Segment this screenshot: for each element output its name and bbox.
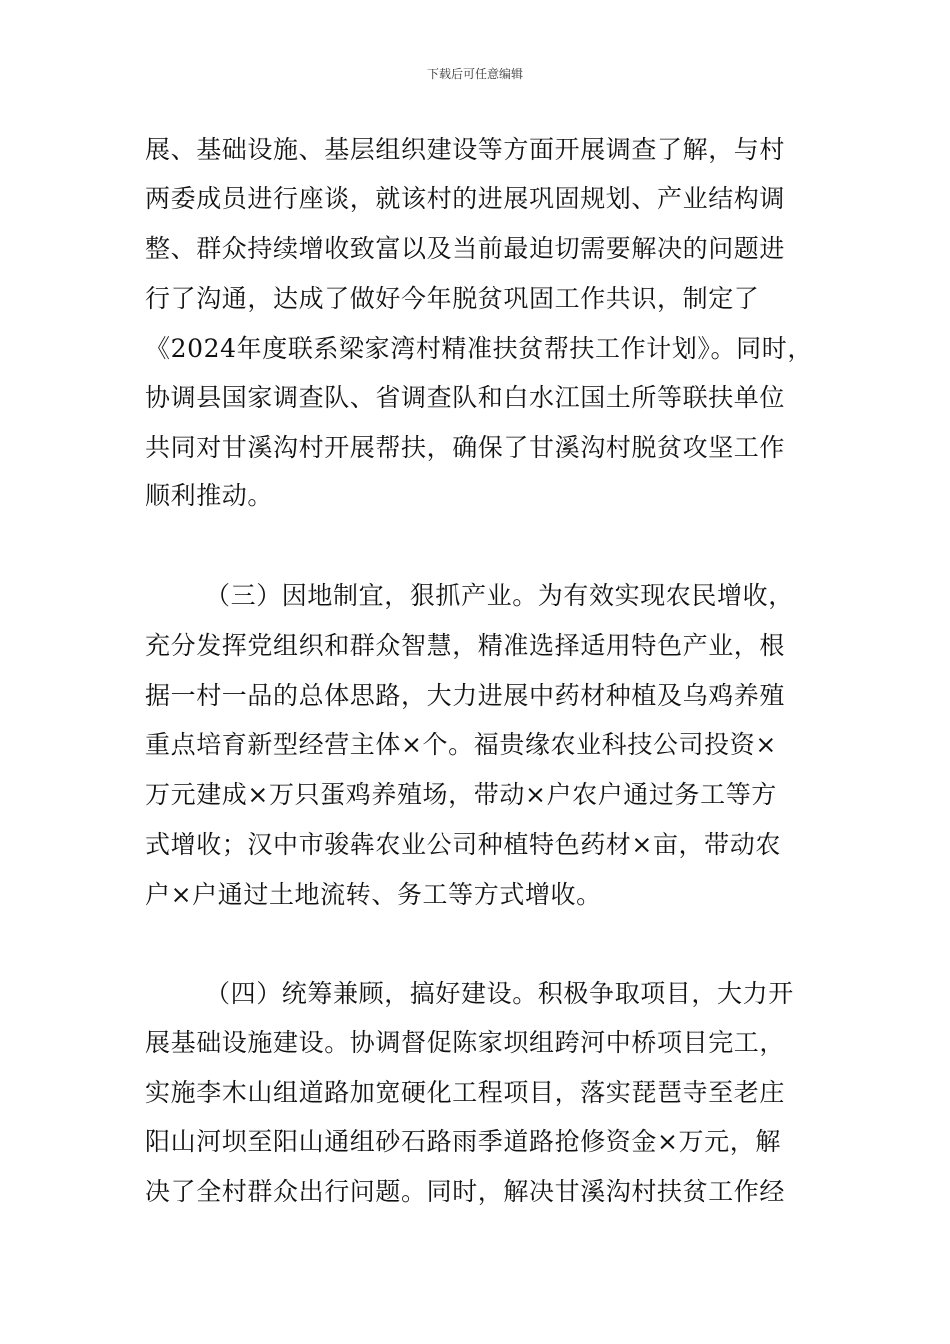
paragraph-1-line-3: 整、群众持续增收致富以及当前最迫切需要解决的问题进: [145, 234, 786, 263]
paragraph-1-line-5: 《2024年度联系梁家湾村精准扶贫帮扶工作计划》。同时，: [145, 334, 813, 363]
paragraph-3-line-4: 阳山河坝至阳山通组砂石路雨季道路抢修资金×万元，解: [145, 1127, 781, 1156]
paragraph-3-line-2: 展基础设施建设。协调督促陈家坝组跨河中桥项目完工，: [145, 1028, 786, 1057]
paragraph-2-line-4: 重点培育新型经营主体×个。福贵缘农业科技公司投资×: [145, 730, 777, 759]
paragraph-3-line-3: 实施李木山组道路加宽硬化工程项目，落实琵琶寺至老庄: [145, 1078, 786, 1107]
paragraph-1-line-4: 行了沟通，达成了做好今年脱贫巩固工作共识，制定了: [145, 284, 760, 313]
paragraph-1-line-8: 顺利推动。: [145, 481, 274, 510]
paragraph-2-line-6: 式增收；汉中市骏犇农业公司种植特色药材×亩，带动农: [145, 830, 781, 859]
paragraph-2-line-5: 万元建成×万只蛋鸡养殖场，带动×户农户通过务工等方: [145, 780, 777, 809]
paragraph-3-line-1: （四）统筹兼顾，搞好建设。积极争取项目，大力开: [205, 979, 794, 1008]
paragraph-1-line-1: 展、基础设施、基层组织建设等方面开展调查了解，与村: [145, 135, 786, 164]
paragraph-2-line-1: （三）因地制宜，狠抓产业。为有效实现农民增收，: [205, 581, 794, 610]
paragraph-3-line-5: 决了全村群众出行问题。同时，解决甘溪沟村扶贫工作经: [145, 1177, 786, 1206]
paragraph-1-line-6: 协调县国家调查队、省调查队和白水江国土所等联扶单位: [145, 383, 786, 412]
paragraph-1-line-7: 共同对甘溪沟村开展帮扶，确保了甘溪沟村脱贫攻坚工作: [145, 433, 786, 462]
page-header: 下载后可任意编辑: [426, 67, 523, 81]
paragraph-2-line-3: 据一村一品的总体思路，大力进展中药材种植及乌鸡养殖: [145, 681, 786, 710]
paragraph-2-line-2: 充分发挥党组织和群众智慧，精准选择适用特色产业，根: [145, 631, 786, 660]
paragraph-1-line-2: 两委成员进行座谈，就该村的进展巩固规划、产业结构调: [145, 184, 786, 213]
paragraph-2-line-7: 户×户通过土地流转、务工等方式增收。: [145, 880, 602, 909]
